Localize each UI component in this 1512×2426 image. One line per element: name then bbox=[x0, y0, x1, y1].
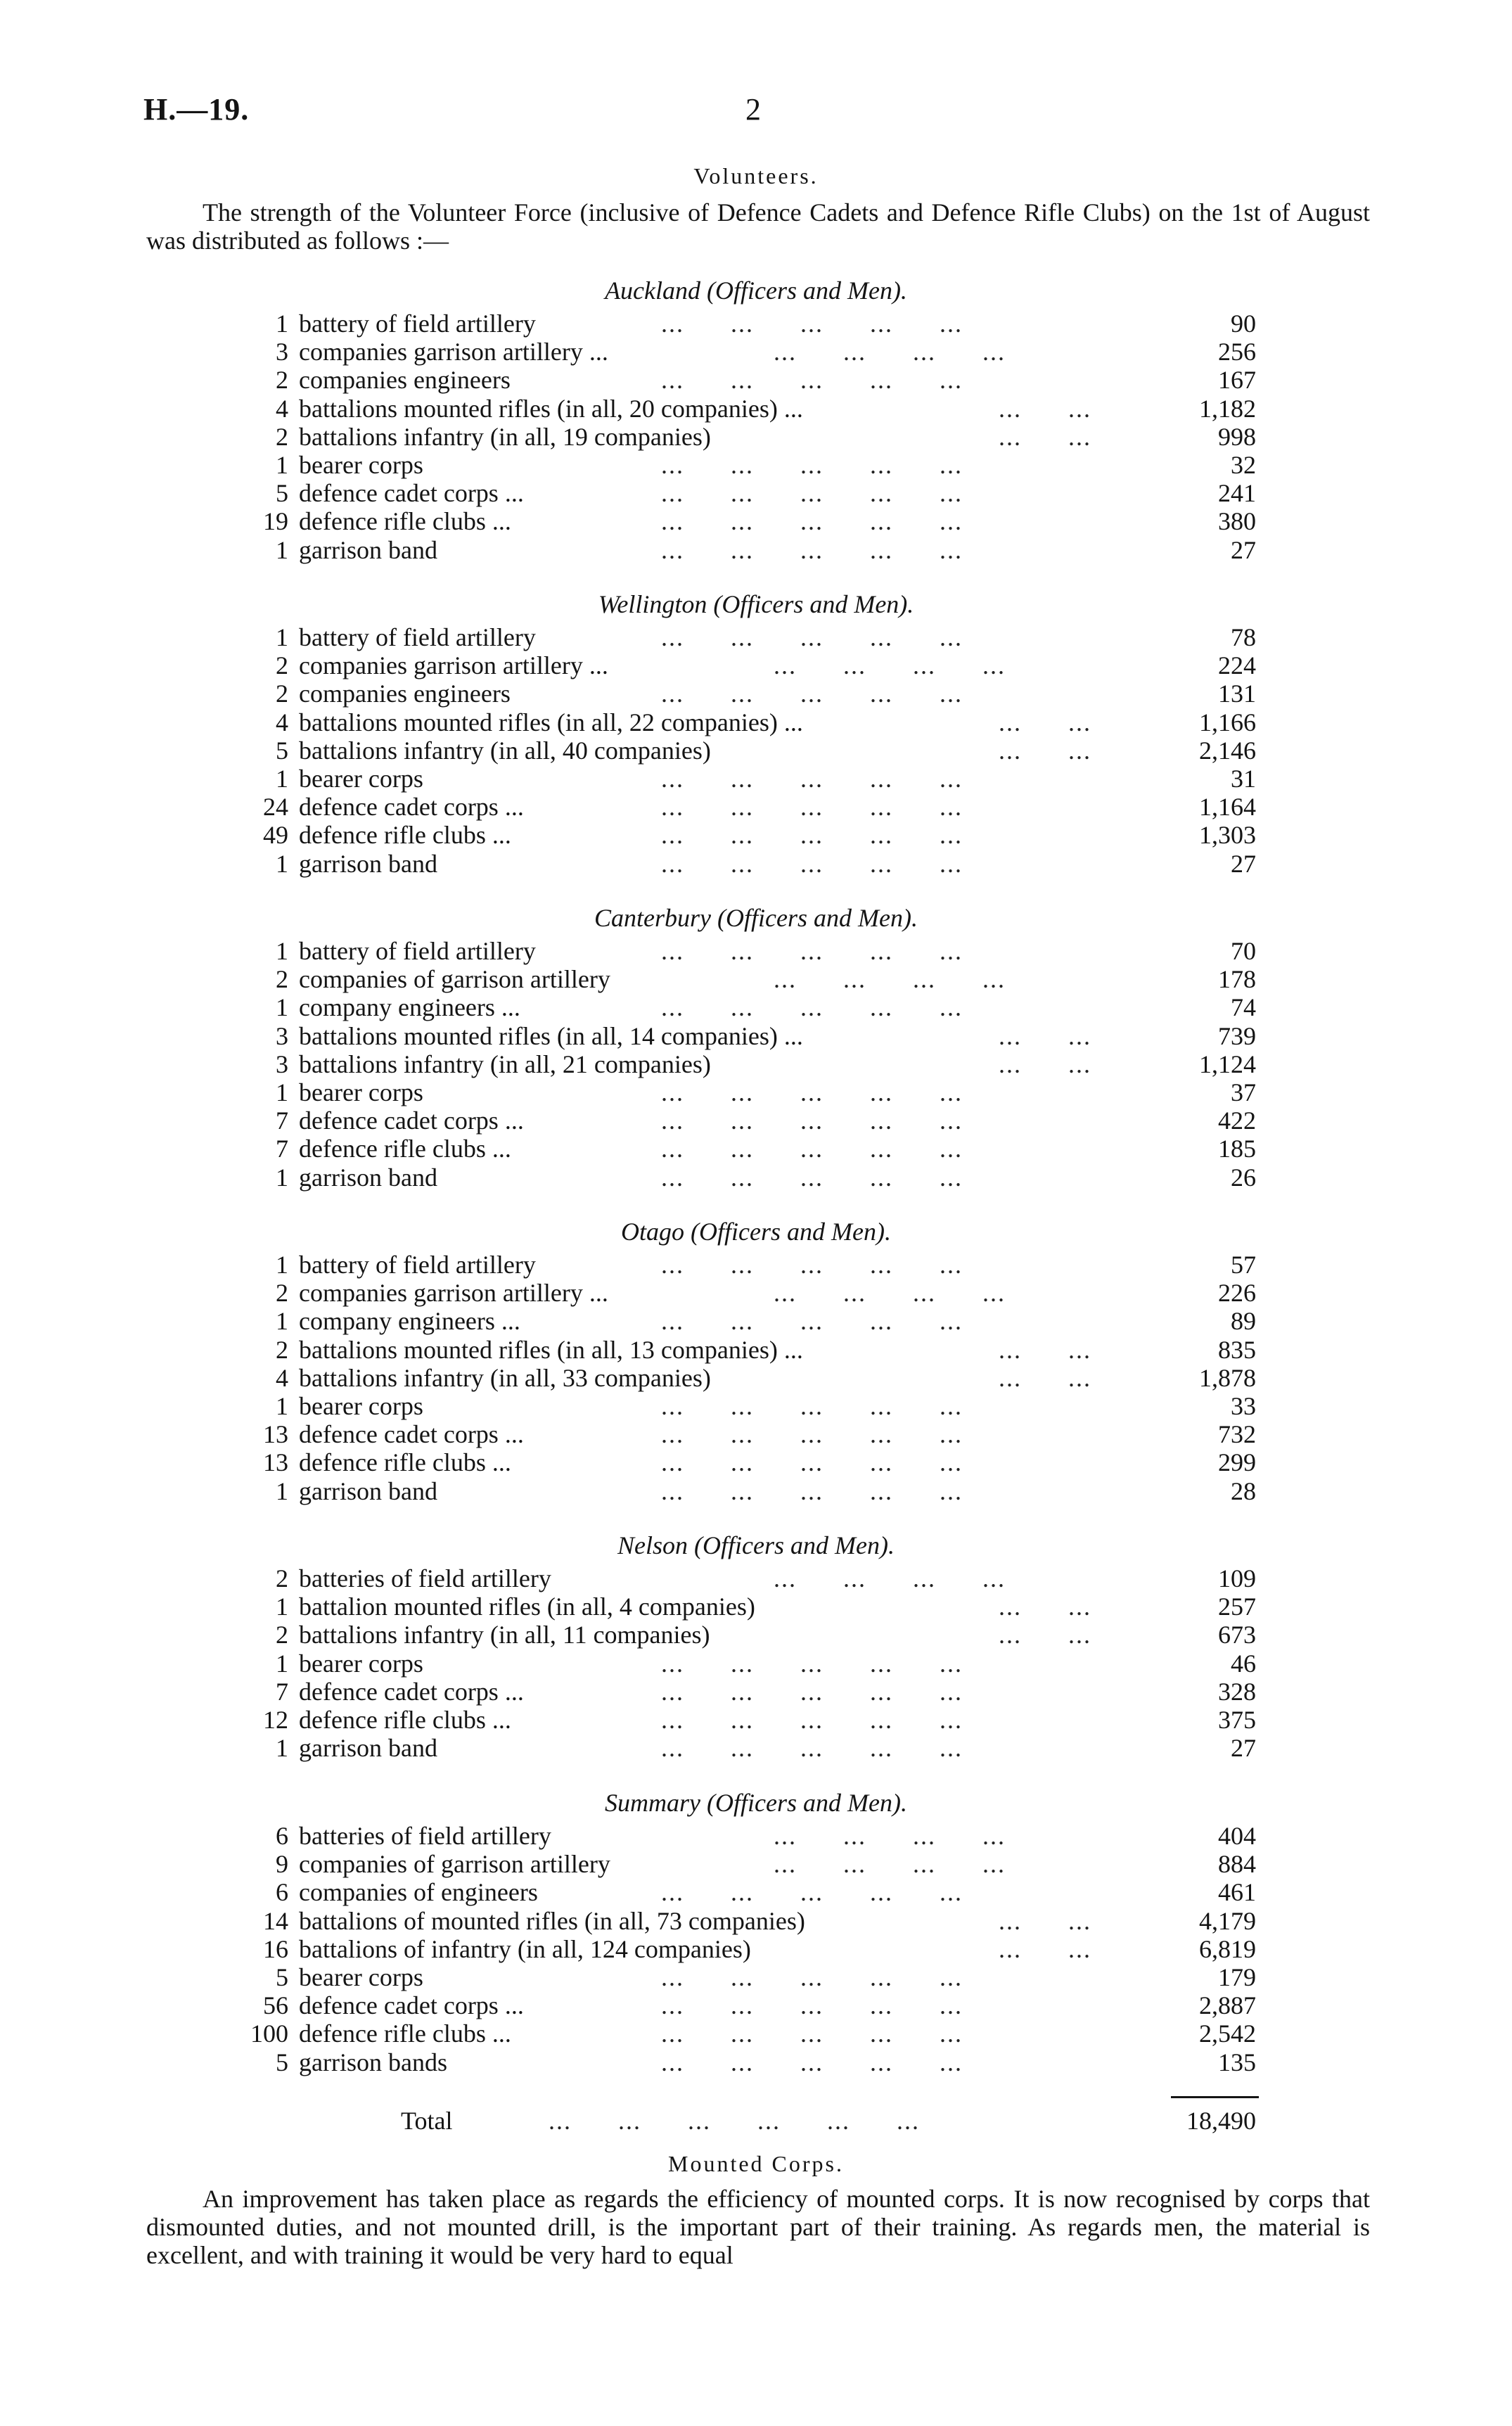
table-row bbox=[0, 793, 1512, 821]
table-row bbox=[0, 651, 1512, 679]
leader-dots: ... ... ... ... ... bbox=[661, 1392, 963, 1420]
table-row bbox=[0, 1448, 1512, 1476]
table-row bbox=[0, 1592, 1512, 1621]
table-row bbox=[0, 1307, 1512, 1335]
leader-dots: ... ... ... ... ... bbox=[661, 793, 963, 821]
unit-description: battalions of infantry (in all, 124 companies) bbox=[299, 1935, 751, 1963]
strength-value: 179 bbox=[1218, 1963, 1256, 1991]
leader-dots: ... ... ... ... bbox=[774, 1850, 1006, 1878]
table-row bbox=[0, 1279, 1512, 1307]
unit-count: 1 bbox=[276, 850, 288, 878]
unit-description: bearer corps bbox=[299, 451, 423, 479]
table-row bbox=[0, 1564, 1512, 1592]
table-row bbox=[0, 1364, 1512, 1392]
leader-dots: ... ... ... ... ... bbox=[661, 2019, 963, 2048]
leader-dots: ... ... ... ... ... bbox=[661, 366, 963, 394]
leader-dots: ... ... ... ... ... bbox=[661, 507, 963, 535]
strength-value: 1,303 bbox=[1199, 821, 1256, 849]
leader-dots: ... ... ... ... bbox=[774, 1822, 1006, 1850]
table-row bbox=[0, 1251, 1512, 1279]
leader-dots: ... ... ... ... bbox=[774, 338, 1006, 366]
table-row bbox=[0, 937, 1512, 965]
unit-description: bearer corps bbox=[299, 1392, 423, 1420]
unit-count: 1 bbox=[276, 993, 288, 1021]
section-heading: Otago (Officers and Men). bbox=[621, 1218, 891, 1246]
unit-description: battery of field artillery bbox=[299, 937, 536, 965]
unit-description: battalions mounted rifles (in all, 13 companies) ... bbox=[299, 1336, 803, 1364]
table-row bbox=[0, 1477, 1512, 1505]
unit-count: 1 bbox=[276, 937, 288, 965]
leader-dots: ... ... ... ... ... bbox=[661, 1678, 963, 1706]
strength-value: 422 bbox=[1218, 1106, 1256, 1135]
leader-dots: ... ... ... ... ... bbox=[661, 1878, 963, 1906]
unit-description: companies engineers bbox=[299, 679, 511, 708]
leader-dots: ... ... ... ... bbox=[774, 651, 1006, 679]
strength-value: 4,179 bbox=[1199, 1907, 1256, 1935]
unit-count: 1 bbox=[276, 765, 288, 793]
leader-dots: ... ... ... ... ... bbox=[661, 1477, 963, 1505]
strength-value: 78 bbox=[1231, 623, 1256, 651]
unit-description: defence cadet corps ... bbox=[299, 479, 524, 507]
leader-dots: ... ... ... ... ... bbox=[661, 479, 963, 507]
unit-description: companies of garrison artillery bbox=[299, 965, 610, 993]
strength-value: 27 bbox=[1231, 1734, 1256, 1762]
leader-dots: ... ... bbox=[999, 1050, 1091, 1078]
unit-description: bearer corps bbox=[299, 1649, 423, 1678]
table-row bbox=[0, 1649, 1512, 1678]
unit-count: 4 bbox=[276, 395, 288, 423]
total-row bbox=[0, 2107, 1512, 2135]
table-row bbox=[0, 2048, 1512, 2076]
leader-dots: ... ... ... ... ... bbox=[661, 1963, 963, 1991]
unit-count: 5 bbox=[276, 1963, 288, 1991]
unit-count: 19 bbox=[263, 507, 288, 535]
table-row bbox=[0, 1022, 1512, 1050]
unit-count: 1 bbox=[276, 1477, 288, 1505]
section-heading: Summary (Officers and Men). bbox=[605, 1789, 907, 1817]
section-heading: Auckland (Officers and Men). bbox=[605, 276, 907, 305]
strength-value: 26 bbox=[1231, 1163, 1256, 1192]
strength-value: 33 bbox=[1231, 1392, 1256, 1420]
table-row bbox=[0, 1963, 1512, 1991]
unit-description: defence rifle clubs ... bbox=[299, 1448, 511, 1476]
strength-value: 732 bbox=[1218, 1420, 1256, 1448]
leader-dots: ... ... ... ... ... bbox=[661, 1991, 963, 2019]
leader-dots: ... ... ... ... ... bbox=[661, 536, 963, 564]
table-row bbox=[0, 850, 1512, 878]
strength-value: 461 bbox=[1218, 1878, 1256, 1906]
unit-count: 24 bbox=[263, 793, 288, 821]
total-value: 18,490 bbox=[1186, 2107, 1256, 2135]
unit-description: bearer corps bbox=[299, 765, 423, 793]
document-reference: H.—19. bbox=[143, 92, 250, 127]
volunteers-intro-text: The strength of the Volunteer Force (inclusive of Defence Cadets and Defence Rifle Clubs) on the 1st of August was distributed as follows :— bbox=[146, 198, 1370, 255]
leader-dots: ... ... bbox=[999, 1935, 1091, 1963]
unit-description: battalions infantry (in all, 19 companies) bbox=[299, 423, 711, 451]
unit-count: 1 bbox=[276, 1392, 288, 1420]
strength-value: 90 bbox=[1231, 309, 1256, 338]
unit-count: 49 bbox=[263, 821, 288, 849]
leader-dots: ... ... bbox=[999, 736, 1091, 765]
unit-description: battery of field artillery bbox=[299, 309, 536, 338]
leader-dots: ... ... ... ... ... bbox=[661, 1135, 963, 1163]
unit-count: 5 bbox=[276, 736, 288, 765]
total-label: Total bbox=[401, 2107, 453, 2135]
strength-value: 380 bbox=[1218, 507, 1256, 535]
mounted-corps-text: An improvement has taken place as regards the efficiency of mounted corps. It is now recognised by corps that dismounted duties, and not mounted drill, is the important part of their training. As regards men, the material is excellent, and with training it would be very hard to equal bbox=[146, 2185, 1370, 2269]
unit-description: bearer corps bbox=[299, 1963, 423, 1991]
unit-count: 1 bbox=[276, 1163, 288, 1192]
unit-description: companies of garrison artillery bbox=[299, 1850, 610, 1878]
table-row bbox=[0, 1621, 1512, 1649]
unit-description: garrison band bbox=[299, 850, 437, 878]
strength-value: 178 bbox=[1218, 965, 1256, 993]
leader-dots: ... ... ... ... ... bbox=[661, 765, 963, 793]
table-row bbox=[0, 536, 1512, 564]
strength-value: 1,182 bbox=[1199, 395, 1256, 423]
leader-dots: ... ... bbox=[999, 395, 1091, 423]
strength-value: 1,878 bbox=[1199, 1364, 1256, 1392]
section-heading: Wellington (Officers and Men). bbox=[598, 590, 914, 618]
unit-description: bearer corps bbox=[299, 1078, 423, 1106]
unit-count: 1 bbox=[276, 1649, 288, 1678]
leader-dots: ... ... bbox=[999, 423, 1091, 451]
unit-count: 13 bbox=[263, 1420, 288, 1448]
unit-count: 6 bbox=[276, 1878, 288, 1906]
strength-value: 375 bbox=[1218, 1706, 1256, 1734]
strength-value: 37 bbox=[1231, 1078, 1256, 1106]
table-row bbox=[0, 423, 1512, 451]
total-rule bbox=[1171, 2096, 1259, 2098]
leader-dots: ... ... bbox=[999, 1022, 1091, 1050]
unit-description: defence rifle clubs ... bbox=[299, 1135, 511, 1163]
unit-count: 56 bbox=[263, 1991, 288, 2019]
leader-dots: ... ... ... ... bbox=[774, 965, 1006, 993]
unit-count: 7 bbox=[276, 1106, 288, 1135]
leader-dots: ... ... bbox=[999, 1621, 1091, 1649]
unit-count: 12 bbox=[263, 1706, 288, 1734]
table-row bbox=[0, 765, 1512, 793]
strength-value: 6,819 bbox=[1199, 1935, 1256, 1963]
leader-dots: ... ... ... ... ... bbox=[661, 850, 963, 878]
strength-value: 673 bbox=[1218, 1621, 1256, 1649]
strength-value: 1,166 bbox=[1199, 708, 1256, 736]
unit-description: battalions infantry (in all, 33 companies) bbox=[299, 1364, 711, 1392]
table-row bbox=[0, 1163, 1512, 1192]
unit-description: defence rifle clubs ... bbox=[299, 1706, 511, 1734]
leader-dots: ... ... bbox=[999, 1336, 1091, 1364]
leader-dots: ... ... ... ... ... ... bbox=[549, 2107, 920, 2135]
unit-count: 2 bbox=[276, 1621, 288, 1649]
section-heading: Nelson (Officers and Men). bbox=[617, 1531, 895, 1559]
unit-count: 2 bbox=[276, 1279, 288, 1307]
unit-count: 14 bbox=[263, 1907, 288, 1935]
strength-value: 70 bbox=[1231, 937, 1256, 965]
leader-dots: ... ... bbox=[999, 1364, 1091, 1392]
strength-value: 328 bbox=[1218, 1678, 1256, 1706]
unit-description: company engineers ... bbox=[299, 993, 520, 1021]
unit-description: defence cadet corps ... bbox=[299, 1106, 524, 1135]
unit-description: defence cadet corps ... bbox=[299, 1991, 524, 2019]
unit-description: company engineers ... bbox=[299, 1307, 520, 1335]
strength-value: 27 bbox=[1231, 850, 1256, 878]
leader-dots: ... ... ... ... ... bbox=[661, 937, 963, 965]
strength-value: 739 bbox=[1218, 1022, 1256, 1050]
strength-value: 226 bbox=[1218, 1279, 1256, 1307]
strength-value: 74 bbox=[1231, 993, 1256, 1021]
page-number: 2 bbox=[745, 92, 761, 127]
unit-count: 2 bbox=[276, 651, 288, 679]
unit-count: 1 bbox=[276, 1307, 288, 1335]
unit-description: companies garrison artillery ... bbox=[299, 651, 608, 679]
leader-dots: ... ... ... ... ... bbox=[661, 2048, 963, 2076]
unit-description: battalion mounted rifles (in all, 4 companies) bbox=[299, 1592, 755, 1621]
unit-count: 7 bbox=[276, 1135, 288, 1163]
table-row bbox=[0, 1706, 1512, 1734]
unit-description: defence rifle clubs ... bbox=[299, 2019, 511, 2048]
leader-dots: ... ... ... ... ... bbox=[661, 679, 963, 708]
unit-description: battalions infantry (in all, 11 companies) bbox=[299, 1621, 710, 1649]
table-row bbox=[0, 479, 1512, 507]
unit-count: 1 bbox=[276, 451, 288, 479]
unit-description: defence rifle clubs ... bbox=[299, 821, 511, 849]
table-row bbox=[0, 1822, 1512, 1850]
strength-value: 998 bbox=[1218, 423, 1256, 451]
strength-value: 28 bbox=[1231, 1477, 1256, 1505]
table-row bbox=[0, 965, 1512, 993]
strength-value: 109 bbox=[1218, 1564, 1256, 1592]
table-row bbox=[0, 1078, 1512, 1106]
table-row bbox=[0, 623, 1512, 651]
table-row bbox=[0, 736, 1512, 765]
leader-dots: ... ... ... ... ... bbox=[661, 451, 963, 479]
strength-value: 2,887 bbox=[1199, 1991, 1256, 2019]
unit-description: companies engineers bbox=[299, 366, 511, 394]
strength-value: 131 bbox=[1218, 679, 1256, 708]
unit-count: 5 bbox=[276, 2048, 288, 2076]
unit-description: defence cadet corps ... bbox=[299, 1420, 524, 1448]
leader-dots: ... ... ... ... ... bbox=[661, 1078, 963, 1106]
leader-dots: ... ... ... ... bbox=[774, 1279, 1006, 1307]
unit-description: companies garrison artillery ... bbox=[299, 1279, 608, 1307]
unit-count: 3 bbox=[276, 1022, 288, 1050]
volunteers-title: Volunteers. bbox=[693, 163, 819, 189]
unit-count: 1 bbox=[276, 1251, 288, 1279]
unit-description: batteries of field artillery bbox=[299, 1822, 551, 1850]
unit-count: 3 bbox=[276, 1050, 288, 1078]
unit-count: 2 bbox=[276, 1564, 288, 1592]
table-row bbox=[0, 309, 1512, 338]
leader-dots: ... ... ... ... ... bbox=[661, 1307, 963, 1335]
unit-description: battalions of mounted rifles (in all, 73 companies) bbox=[299, 1907, 805, 1935]
volunteers-intro bbox=[146, 198, 1370, 255]
strength-value: 1,124 bbox=[1199, 1050, 1256, 1078]
leader-dots: ... ... ... ... bbox=[774, 1564, 1006, 1592]
unit-description: garrison band bbox=[299, 536, 437, 564]
unit-description: defence cadet corps ... bbox=[299, 1678, 524, 1706]
strength-value: 884 bbox=[1218, 1850, 1256, 1878]
strength-value: 167 bbox=[1218, 366, 1256, 394]
leader-dots: ... ... ... ... ... bbox=[661, 1649, 963, 1678]
strength-value: 224 bbox=[1218, 651, 1256, 679]
leader-dots: ... ... ... ... ... bbox=[661, 1734, 963, 1762]
strength-value: 2,146 bbox=[1199, 736, 1256, 765]
leader-dots: ... ... ... ... ... bbox=[661, 993, 963, 1021]
unit-description: defence cadet corps ... bbox=[299, 793, 524, 821]
unit-description: garrison band bbox=[299, 1477, 437, 1505]
table-row bbox=[0, 1935, 1512, 1963]
unit-description: defence rifle clubs ... bbox=[299, 507, 511, 535]
strength-value: 256 bbox=[1218, 338, 1256, 366]
unit-count: 2 bbox=[276, 965, 288, 993]
unit-description: battalions infantry (in all, 40 companies) bbox=[299, 736, 711, 765]
strength-value: 835 bbox=[1218, 1336, 1256, 1364]
leader-dots: ... ... ... ... ... bbox=[661, 1706, 963, 1734]
unit-count: 1 bbox=[276, 623, 288, 651]
unit-description: battery of field artillery bbox=[299, 623, 536, 651]
strength-value: 1,164 bbox=[1199, 793, 1256, 821]
unit-count: 9 bbox=[276, 1850, 288, 1878]
unit-count: 6 bbox=[276, 1822, 288, 1850]
table-row bbox=[0, 1907, 1512, 1935]
leader-dots: ... ... ... ... ... bbox=[661, 1106, 963, 1135]
table-row bbox=[0, 1336, 1512, 1364]
strength-value: 299 bbox=[1218, 1448, 1256, 1476]
table-row bbox=[0, 395, 1512, 423]
unit-description: garrison band bbox=[299, 1163, 437, 1192]
strength-value: 404 bbox=[1218, 1822, 1256, 1850]
strength-value: 31 bbox=[1231, 765, 1256, 793]
unit-description: battalions mounted rifles (in all, 14 companies) ... bbox=[299, 1022, 803, 1050]
unit-description: batteries of field artillery bbox=[299, 1564, 551, 1592]
table-row bbox=[0, 708, 1512, 736]
table-row bbox=[0, 1050, 1512, 1078]
mounted-corps-title: Mounted Corps. bbox=[668, 2151, 844, 2176]
unit-description: companies of engineers bbox=[299, 1878, 538, 1906]
unit-count: 1 bbox=[276, 536, 288, 564]
leader-dots: ... ... bbox=[999, 1907, 1091, 1935]
unit-description: battalions mounted rifles (in all, 22 companies) ... bbox=[299, 708, 803, 736]
mounted-corps-paragraph bbox=[146, 2185, 1370, 2269]
unit-count: 2 bbox=[276, 679, 288, 708]
table-row bbox=[0, 1392, 1512, 1420]
unit-count: 5 bbox=[276, 479, 288, 507]
unit-count: 16 bbox=[263, 1935, 288, 1963]
unit-description: companies garrison artillery ... bbox=[299, 338, 608, 366]
unit-count: 3 bbox=[276, 338, 288, 366]
unit-count: 1 bbox=[276, 1078, 288, 1106]
unit-count: 1 bbox=[276, 1592, 288, 1621]
leader-dots: ... ... ... ... ... bbox=[661, 1448, 963, 1476]
unit-count: 1 bbox=[276, 1734, 288, 1762]
unit-count: 2 bbox=[276, 1336, 288, 1364]
unit-description: battery of field artillery bbox=[299, 1251, 536, 1279]
table-row bbox=[0, 1878, 1512, 1906]
table-row bbox=[0, 1991, 1512, 2019]
table-row bbox=[0, 366, 1512, 394]
unit-description: garrison bands bbox=[299, 2048, 447, 2076]
leader-dots: ... ... bbox=[999, 1592, 1091, 1621]
table-row bbox=[0, 451, 1512, 479]
strength-value: 257 bbox=[1218, 1592, 1256, 1621]
leader-dots: ... ... bbox=[999, 708, 1091, 736]
table-row bbox=[0, 507, 1512, 535]
leader-dots: ... ... ... ... ... bbox=[661, 1163, 963, 1192]
unit-description: battalions mounted rifles (in all, 20 companies) ... bbox=[299, 395, 803, 423]
unit-description: battalions infantry (in all, 21 companies) bbox=[299, 1050, 711, 1078]
unit-count: 2 bbox=[276, 366, 288, 394]
strength-value: 135 bbox=[1218, 2048, 1256, 2076]
unit-count: 4 bbox=[276, 708, 288, 736]
strength-value: 32 bbox=[1231, 451, 1256, 479]
strength-value: 46 bbox=[1231, 1649, 1256, 1678]
strength-value: 89 bbox=[1231, 1307, 1256, 1335]
strength-value: 57 bbox=[1231, 1251, 1256, 1279]
unit-description: garrison band bbox=[299, 1734, 437, 1762]
table-row bbox=[0, 679, 1512, 708]
table-row bbox=[0, 993, 1512, 1021]
table-row bbox=[0, 1678, 1512, 1706]
table-row bbox=[0, 338, 1512, 366]
section-heading: Canterbury (Officers and Men). bbox=[594, 904, 918, 932]
table-row bbox=[0, 1850, 1512, 1878]
table-row bbox=[0, 1106, 1512, 1135]
strength-value: 185 bbox=[1218, 1135, 1256, 1163]
table-row bbox=[0, 1734, 1512, 1762]
leader-dots: ... ... ... ... ... bbox=[661, 309, 963, 338]
table-row bbox=[0, 821, 1512, 849]
unit-count: 1 bbox=[276, 309, 288, 338]
leader-dots: ... ... ... ... ... bbox=[661, 623, 963, 651]
table-row bbox=[0, 2019, 1512, 2048]
strength-value: 27 bbox=[1231, 536, 1256, 564]
strength-value: 241 bbox=[1218, 479, 1256, 507]
unit-count: 4 bbox=[276, 1364, 288, 1392]
unit-count: 100 bbox=[250, 2019, 288, 2048]
strength-value: 2,542 bbox=[1199, 2019, 1256, 2048]
leader-dots: ... ... ... ... ... bbox=[661, 821, 963, 849]
unit-count: 13 bbox=[263, 1448, 288, 1476]
leader-dots: ... ... ... ... ... bbox=[661, 1420, 963, 1448]
table-row bbox=[0, 1420, 1512, 1448]
unit-count: 7 bbox=[276, 1678, 288, 1706]
leader-dots: ... ... ... ... ... bbox=[661, 1251, 963, 1279]
table-row bbox=[0, 1135, 1512, 1163]
unit-count: 2 bbox=[276, 423, 288, 451]
